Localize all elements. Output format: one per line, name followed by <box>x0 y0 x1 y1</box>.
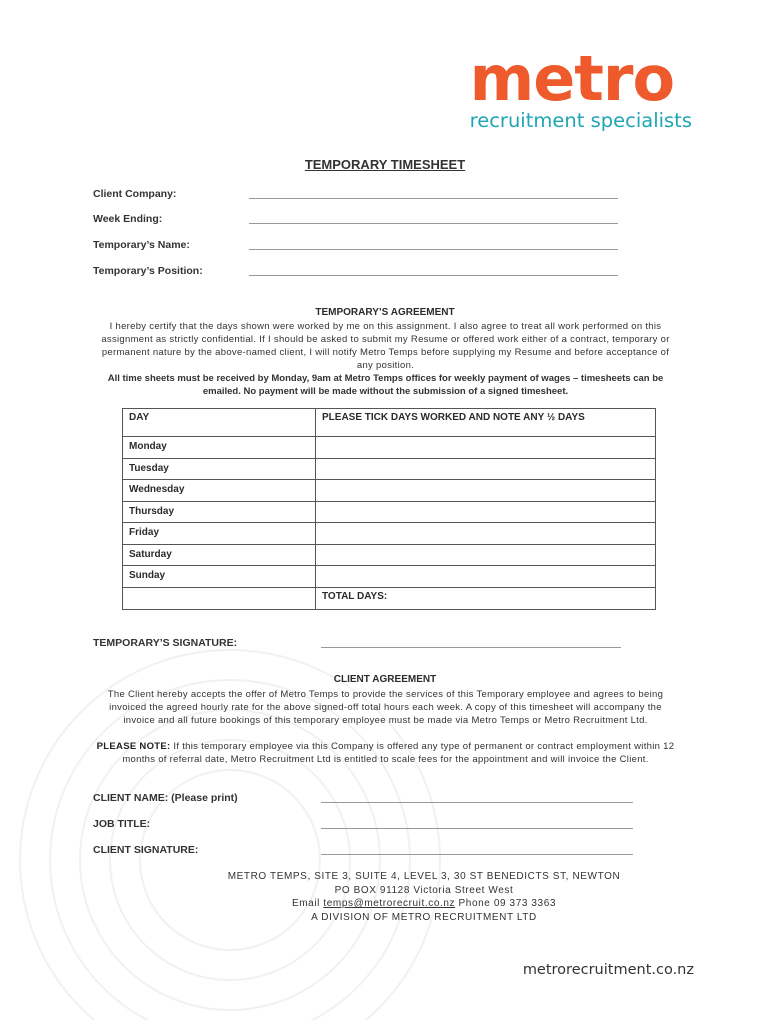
logo-wordmark: metro <box>469 42 675 115</box>
watermark-graphic <box>0 600 460 1020</box>
website-url[interactable]: metrorecruitment.co.nz <box>522 962 694 978</box>
tick-cell-sunday[interactable] <box>316 566 656 588</box>
table-row <box>123 437 656 459</box>
footer-address: METRO TEMPS, SITE 3, SUITE 4, LEVEL 3, 30 ST BENEDICTS ST, NEWTON <box>227 871 621 882</box>
table-row <box>123 459 656 480</box>
temp-position-field[interactable] <box>249 275 618 276</box>
temporary-agreement-heading: TEMPORARY’S AGREEMENT <box>315 307 455 318</box>
table-row <box>123 545 656 566</box>
phone-text: Phone 09 373 3363 <box>455 898 557 909</box>
week-ending-field[interactable] <box>249 223 618 224</box>
client-agreement-text: The Client hereby accepts the offer of Metro Temps to provide the services of this Temporary employee and agrees to being invoiced the agreed hourly rate for the above signed-off total hours each week. A copy of this timesheet will accompany the invoice and all future bookings of this temporary employee must be made via Metro Temps or Metro Recruitment Ltd. <box>107 689 664 726</box>
client-agreement-heading: CLIENT AGREEMENT <box>333 674 437 685</box>
please-note-text <box>94 740 677 766</box>
client-company-field[interactable] <box>249 198 618 199</box>
temp-name-field[interactable] <box>249 249 618 250</box>
footer-contact <box>0 870 770 924</box>
temp-signature-label: TEMPORARY’S SIGNATURE: <box>93 637 238 649</box>
day-monday: Monday <box>123 437 316 459</box>
tick-cell-thursday[interactable] <box>316 502 656 523</box>
temp-signature-field[interactable] <box>321 647 621 648</box>
col-day-header: DAY <box>123 409 316 437</box>
table-row <box>123 523 656 545</box>
table-total-row <box>123 588 656 610</box>
table-row <box>123 502 656 523</box>
table-header-row <box>123 409 656 437</box>
days-table <box>122 408 656 610</box>
table-row <box>123 566 656 588</box>
tick-cell-saturday[interactable] <box>316 545 656 566</box>
temporary-agreement-text: I hereby certify that the days shown were worked by me on this assignment. I also agree to treat all work performed on this assignment as strictly confidential. If I should be asked to submit my Resume or offered work either of a contract, temporary or permanent nature by the above-named client, I will notify Metro Temps before supplying my Resume and before acceptance of any position. <box>101 321 670 371</box>
please-note-label: PLEASE NOTE: <box>96 741 171 752</box>
day-thursday: Thursday <box>123 502 316 523</box>
footer-contact-line <box>0 897 770 911</box>
table-row <box>123 480 656 502</box>
tick-cell-tuesday[interactable] <box>316 459 656 480</box>
day-saturday: Saturday <box>123 545 316 566</box>
job-title-label: JOB TITLE: <box>93 818 151 830</box>
submission-notice: All time sheets must be received by Monday, 9am at Metro Temps offices for weekly payment of wages – timesheets can be emailed. No payment will be made without the submission of a signed timesheet. <box>107 373 664 397</box>
footer-division: A DIVISION OF METRO RECRUITMENT LTD <box>311 911 537 923</box>
footer-po-box: PO BOX 91128 Victoria Street West <box>334 884 514 896</box>
email-link[interactable]: temps@metrorecruit.co.nz <box>323 898 456 909</box>
client-company-label: Client Company: <box>93 188 177 200</box>
day-sunday: Sunday <box>123 566 316 588</box>
temp-name-label: Temporary’s Name: <box>93 239 190 251</box>
job-title-field[interactable] <box>321 828 633 829</box>
col-tick-header: PLEASE TICK DAYS WORKED AND NOTE ANY ½ DAYS <box>316 409 656 437</box>
page-title: TEMPORARY TIMESHEET <box>304 157 466 172</box>
temp-position-label: Temporary’s Position: <box>93 265 203 277</box>
client-signature-label: CLIENT SIGNATURE: <box>93 844 199 856</box>
client-signature-field[interactable] <box>321 854 633 855</box>
tick-cell-wednesday[interactable] <box>316 480 656 502</box>
day-friday: Friday <box>123 523 316 545</box>
day-wednesday: Wednesday <box>123 480 316 502</box>
week-ending-label: Week Ending: <box>93 213 163 225</box>
logo-tagline: recruitment specialists <box>469 109 692 132</box>
metro-logo <box>469 42 692 132</box>
tick-cell-friday[interactable] <box>316 523 656 545</box>
client-name-label: CLIENT NAME: (Please print) <box>93 792 238 804</box>
total-empty-cell <box>123 588 316 610</box>
please-note-body: If this temporary employee via this Company is offered any type of permanent or contract employment within 12 months of referral date, Metro Recruitment Ltd is entitled to scale fees for the appointment and will invoice the Client. <box>122 741 675 765</box>
tick-cell-monday[interactable] <box>316 437 656 459</box>
total-days-label[interactable]: TOTAL DAYS: <box>316 588 656 610</box>
client-name-field[interactable] <box>321 802 633 803</box>
email-label: Email <box>291 898 324 909</box>
day-tuesday: Tuesday <box>123 459 316 480</box>
